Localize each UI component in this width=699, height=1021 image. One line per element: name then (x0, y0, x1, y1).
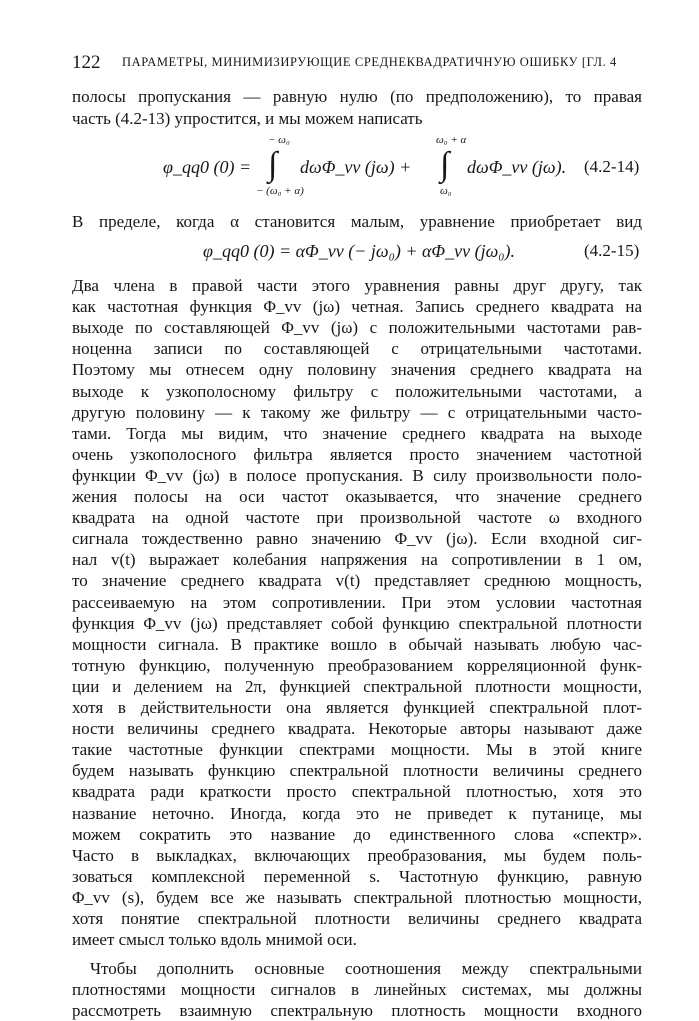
text-line: имеет смысл только вдоль мнимой оси. (72, 930, 357, 950)
text-line: зоваться комплексной переменной s. Частотную функцию, равную (72, 866, 642, 886)
text-line: хотя в действительности она является функцией спектральной плот- (72, 698, 642, 717)
equation-number: (4.2-15) (584, 241, 640, 260)
text-line: сигнала тождественно равно значению Φ_vv (jω). Если входной сиг- (72, 529, 642, 549)
equation-body: φ_qq0 (0) = αΦ_vv (− jω₀) + αΦ_vv (jω₀). (203, 241, 516, 261)
text-line: хотя понятие спектральной плотности величины среднего квадрата (72, 909, 642, 928)
text-line: Чтобы дополнить основные соотношения между спектральными (90, 959, 642, 979)
integral-1-upper-limit: − ω₀ (268, 134, 290, 146)
text-line: очень узкополосного фильтра является просто значением частотной (72, 444, 642, 464)
integral-1-integrand: dωΦ_vv (jω) + (300, 157, 412, 177)
integral-2-lower-limit: ω₀ (440, 185, 452, 197)
integral-1-lower-limit: − (ω₀ + α) (256, 185, 304, 197)
text-line: рассеиваемую на этом сопротивлении. При этом условии частотная (72, 592, 642, 612)
page-number: 122 (72, 52, 101, 73)
text-line: Два члена в правой части этого уравнения равны друг другу, так (72, 276, 642, 295)
text-line: то значение среднего квадрата v(t) представляет среднюю мощность, (72, 571, 642, 591)
text-line: функция Φ_vv (jω) представляет собой функцию спектральной плотности (72, 613, 642, 633)
text-line: Поэтому мы отнесем одну половину значения среднего квадрата на (72, 360, 642, 380)
equation-number: (4.2-14) (584, 157, 640, 176)
text-line: выходе по составляющей Φ_vv (jω) с положительными частотами рав- (72, 318, 642, 338)
text-line: ноценна записи по составляющей с отрицательными частотами. (72, 339, 642, 359)
integral-sign-icon: ∫ (440, 146, 450, 183)
text-line: рассмотреть взаимную спектральную плотность мощности входного (72, 1001, 642, 1021)
text-line: полосы пропускания — равную нулю (по предположению), то правая (72, 87, 642, 106)
text-line: плотностями мощности сигналов в линейных системах, мы должны (72, 980, 642, 1000)
text-line: такие частотные функции спектрами мощности. Мы в этой книге (72, 740, 642, 760)
text-line: функции Φ_vv (jω) в полосе пропускания. В силу произвольности поло- (72, 465, 642, 485)
text-line: Часто в выкладках, включающих преобразования, мы будем поль- (72, 845, 642, 865)
text-line: как частотная функция Φ_vv (jω) четная. Запись среднего квадрата на (72, 297, 642, 317)
text-line: ции и делением на 2π, функцией спектральной плотности мощности, (72, 676, 642, 696)
text-line: можем сократить это название до единственного слова «спектр». (72, 824, 642, 844)
equation-lhs: φ_qq0 (0) = (163, 157, 252, 177)
text-line: часть (4.2-13) упростится, и мы можем написать (72, 109, 423, 128)
text-line: квадрата на одной частоте при произвольной частоте ω входного (72, 508, 642, 528)
text-line: жения полосы на оси частот оказывается, что значение среднего (72, 487, 642, 506)
text-line: название неточно. Иногда, когда это не приведет к путанице, мы (72, 803, 642, 823)
text-line: выходе к узкополосному фильтру с положительными частотами, а (72, 381, 642, 401)
page-header (72, 52, 642, 76)
text-line: нал v(t) выражает колебания напряжения на сопротивлении в 1 ом, (72, 550, 642, 570)
integral-sign-icon: ∫ (268, 146, 278, 183)
text-line: тотную функцию, полученную преобразованием корреляционной функ- (72, 655, 642, 675)
text-line: квадрата ради краткости просто спектральной плотностью, хотя это (72, 782, 642, 802)
running-head: ПАРАМЕТРЫ, МИНИМИЗИРУЮЩИЕ СРЕДНЕКВАДРАТИЧНУЮ ОШИБКУ [ГЛ. 4 (122, 55, 617, 69)
text-line: тами. Тогда мы видим, что значение среднего квадрата на выходе (72, 423, 642, 443)
text-line: другую половину — к такому же фильтру — с отрицательными часто- (72, 402, 642, 422)
text-line: будем называть функцию спектральной плотности величины среднего (72, 761, 642, 781)
text-line: В пределе, когда α становится малым, уравнение приобретает вид (72, 212, 642, 231)
text-line: Φ_vv (s), будем все же называть спектральной плотностью мощности, (72, 887, 642, 907)
text-line: ности величины среднего квадрата. Некоторые авторы называют даже (72, 719, 642, 739)
integral-2-upper-limit: ω₀ + α (436, 134, 467, 146)
text-line: мощности сигнала. В практике вошло в обычай называть любую час- (72, 634, 642, 654)
integral-2-integrand: dωΦ_vv (jω). (467, 157, 567, 177)
